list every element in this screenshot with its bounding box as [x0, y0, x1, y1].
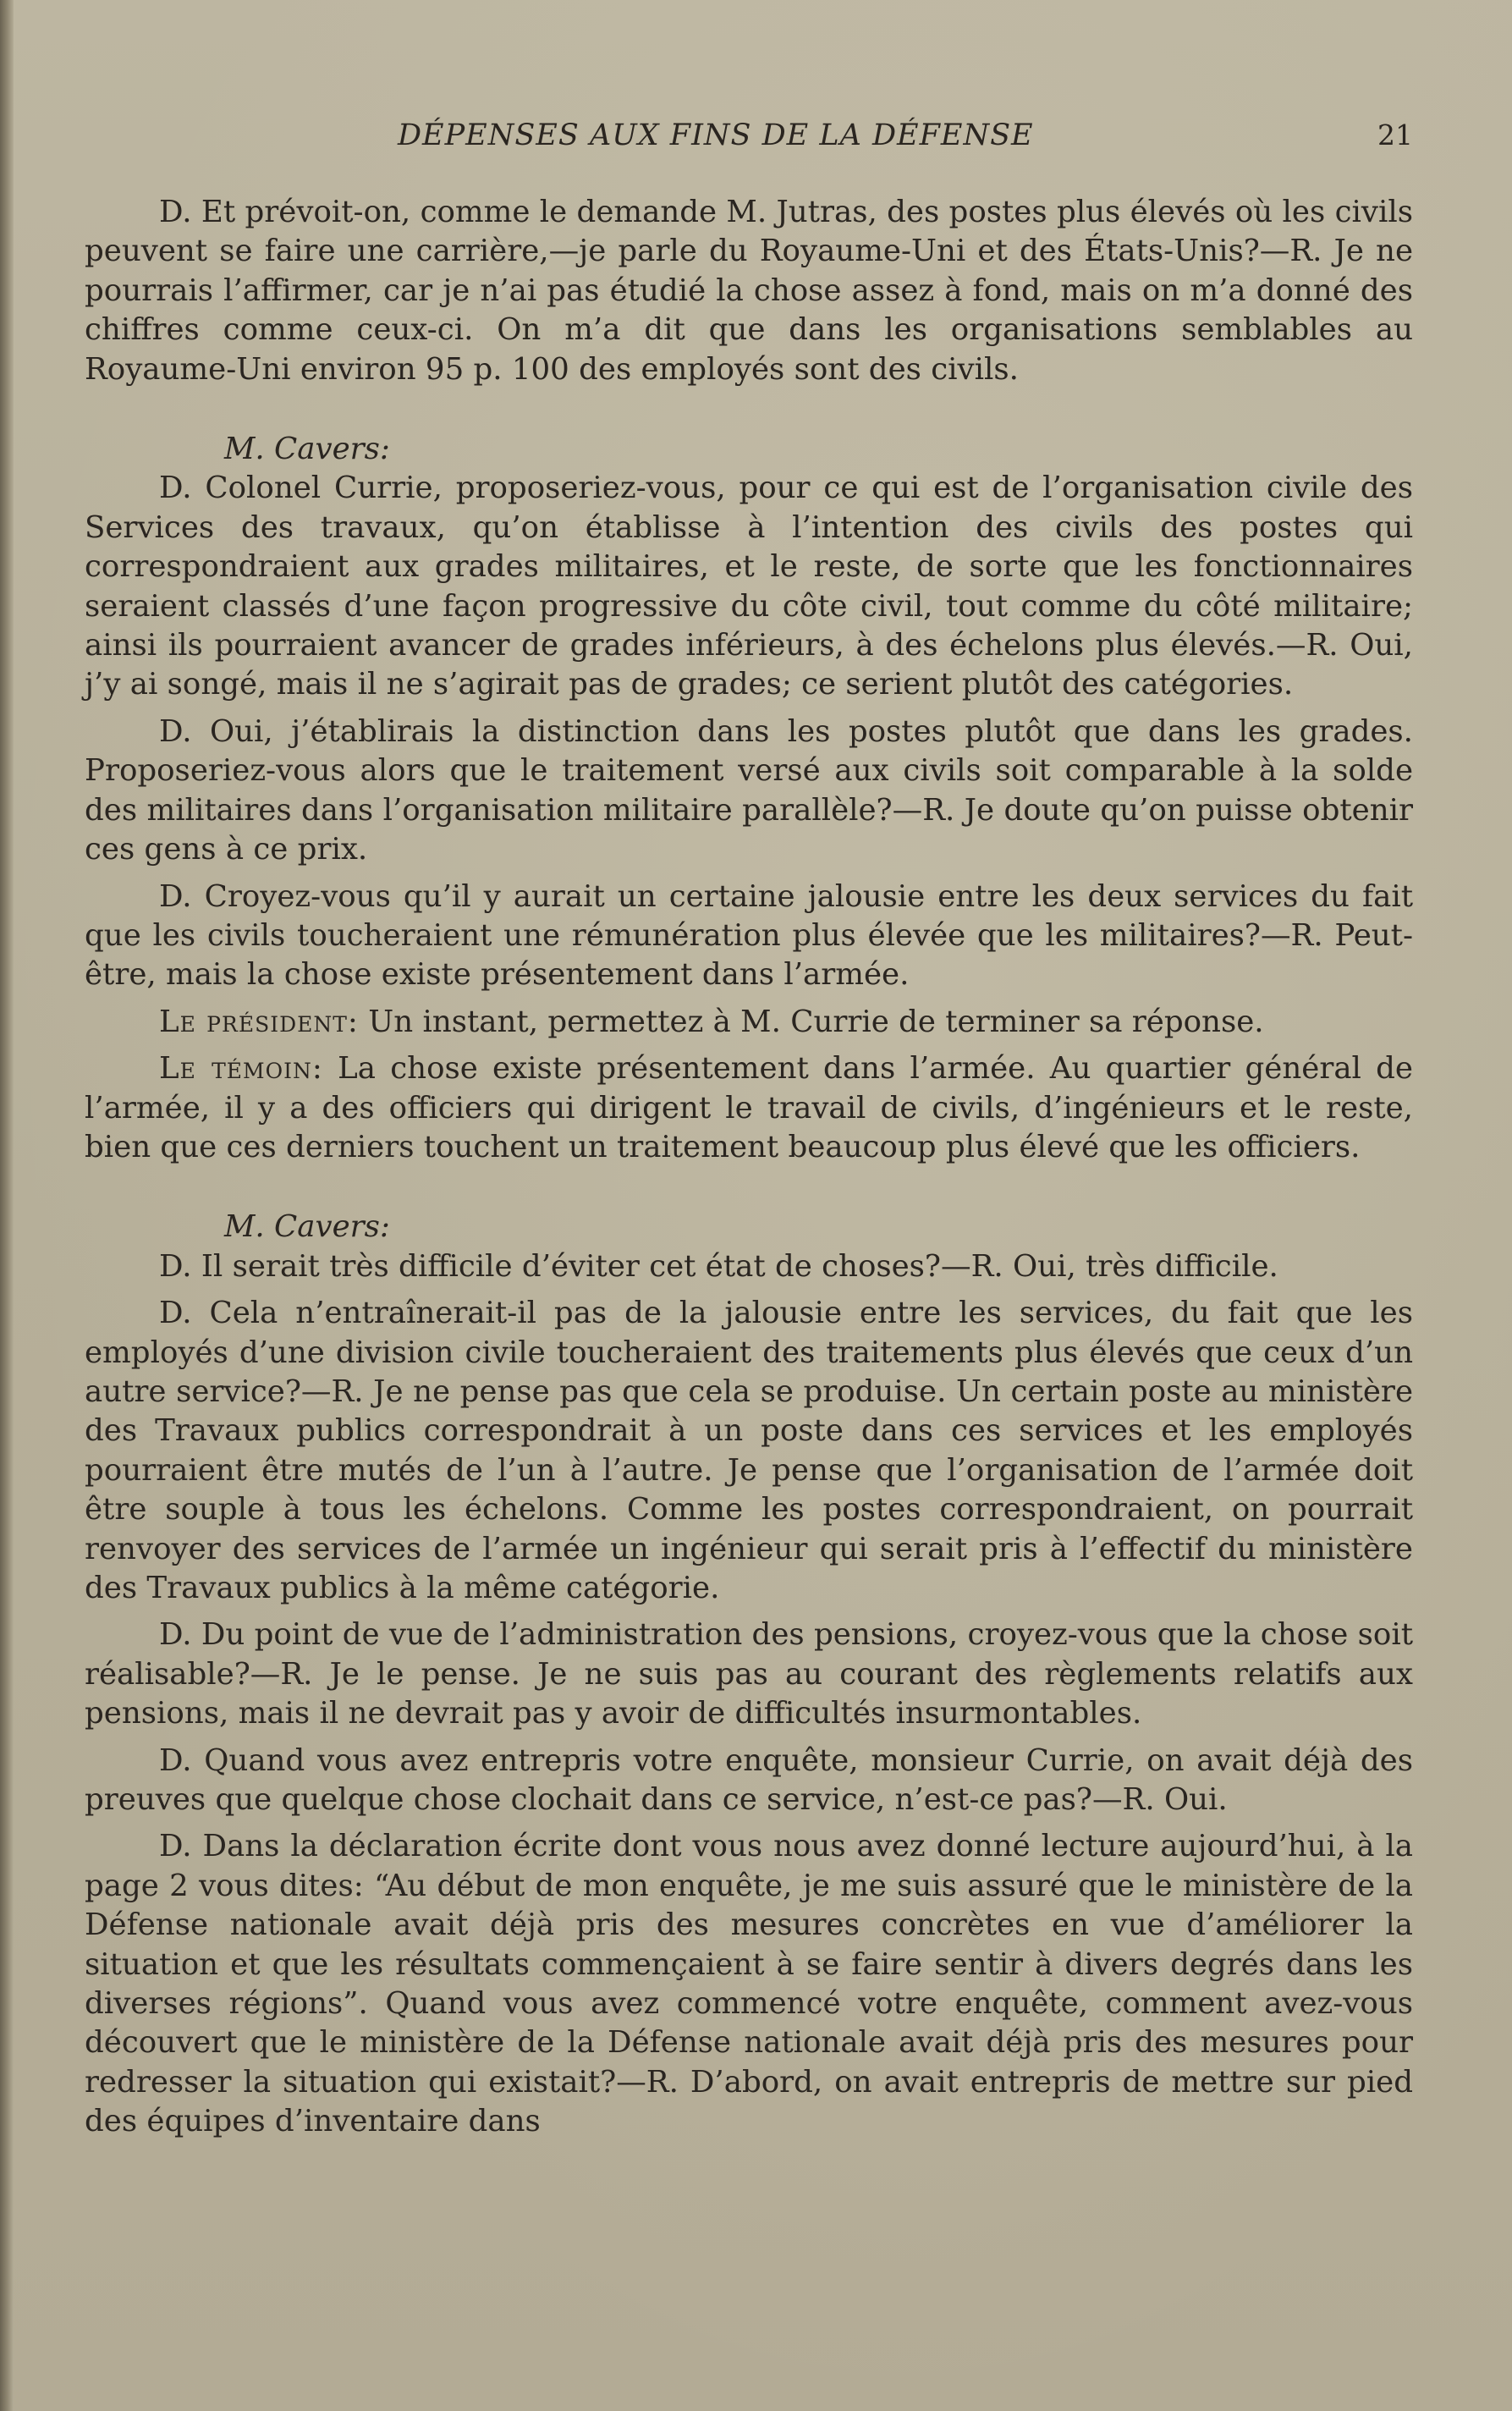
paragraph-6-text: La chose existe présentement dans l’armée. Au quartier général de l’armée, il y a des officiers qui dirigent le travail de civils, d’ingénieurs et le reste, bien que ces derniers touchent un traitement beaucoup plus élevé que les officiers.: [85, 1051, 1413, 1164]
paragraph-10: D. Quand vous avez entrepris votre enquête, monsieur Currie, on avait déjà des preuves que quelque chose clochait dans ce service, n’est-ce pas?—R. Oui.: [85, 1742, 1413, 1818]
speaker-label-president: Le président:: [159, 1004, 359, 1039]
paragraph-4: D. Croyez-vous qu’il y aurait un certaine jalousie entre les deux services du fait que les civils toucheraient une rémunération plus élevée que les militaires?—R. Peut-être, mais la chose existe présentement dans l’armée.: [85, 878, 1413, 993]
paragraph-9: D. Du point de vue de l’administration des pensions, croyez-vous que la chose soit réalisable?—R. Je le pense. Je ne suis pas au courant des règlements relatifs aux pensions, mais il ne devrait pas y avoir de difficultés insurmontables.: [85, 1617, 1413, 1731]
page-number: 21: [1377, 118, 1413, 151]
speaker-label-witness: Le témoin:: [159, 1051, 323, 1087]
paragraph-5: [85, 1003, 1413, 1042]
paragraph-8: D. Cela n’entraînerait-il pas de la jalousie entre les services, du fait que les employés d’une division civile toucheraient des traitements plus élevés que ceux d’un autre service?—R. Je ne pense pas que cela se produise. Un certain poste au ministère des Travaux publics correspondrait à un poste dans ces services et les employés pourraient être mutés de l’un à l’autre. Je pense que l’organisation de l’armée doit être souple à tous les échelons. Comme les postes correspondraient, on pourrait renvoyer des services de l’armée un ingénieur qui serait pris à l’effectif du ministère des Travaux publics à la même catégorie.: [85, 1296, 1413, 1605]
paragraph-5-text: Un instant, permettez à M. Currie de terminer sa réponse.: [368, 1004, 1264, 1039]
paragraph-7: D. Il serait très difficile d’éviter cet état de choses?—R. Oui, très difficile.: [159, 1248, 1278, 1284]
running-title: DÉPENSES AUX FINS DE LA DÉFENSE: [398, 118, 1034, 152]
paragraph-1: D. Et prévoit-on, comme le demande M. Jutras, des postes plus élevés où les civils peuvent se faire une carrière,—je parle du Royaume-Uni et des États-Unis?—R. Je ne pourrais l’affirmer, car je n’ai pas étudié la chose assez à fond, mais on m’a donné des chiffres comme ceux-ci. On m’a dit que dans les organisations semblables au Royaume-Uni environ 95 p. 100 des employés sont des civils.: [85, 195, 1413, 387]
page-header: [85, 118, 1413, 161]
binding-gutter: [0, 0, 14, 2411]
paragraph-3: D. Oui, j’établirais la distinction dans les postes plutôt que dans les grades. Proposeriez-vous alors que le traitement versé aux civils soit comparable à la solde des militaires dans l’organisation militaire parallèle?—R. Je doute qu’on puisse obtenir ces gens à ce prix.: [85, 713, 1413, 867]
document-body: [85, 193, 1413, 2150]
paragraph-11: D. Dans la déclaration écrite dont vous nous avez donné lecture aujourd’hui, à la page 2 vous dites: “Au début de mon enquête, je me suis assuré que le ministère de la Défense nationale avait déjà pris des mesures concrètes en vue d’améliorer la situation et que les résultats commençaient à se faire sentir à divers degrés dans les diverses régions”. Quand vous avez commencé votre enquête, comment avez-vous découvert que le ministère de la Défense nationale avait déjà pris des mesures pour redresser la situation qui existait?—R. D’abord, on avait entrepris de mettre sur pied des équipes d’inventaire dans: [85, 1829, 1413, 2139]
paragraph-2: D. Colonel Currie, proposeriez-vous, pour ce qui est de l’organisation civile des Services des travaux, qu’on établisse à l’intention des civils des postes qui correspondraient aux grades militaires, et le reste, de sorte que les fonctionnaires seraient classés d’une façon progressive du côte civil, tout comme du côté militaire; ainsi ils pourraient avancer de grades inférieurs, à des échelons plus élevés.—R. Oui, j’y ai songé, mais il ne s’agirait pas de grades; ce serient plutôt des catégories.: [85, 471, 1413, 702]
speaker-heading-1: M. Cavers:: [224, 432, 390, 467]
paragraph-6: [85, 1049, 1413, 1167]
speaker-heading-2: M. Cavers:: [224, 1209, 390, 1245]
